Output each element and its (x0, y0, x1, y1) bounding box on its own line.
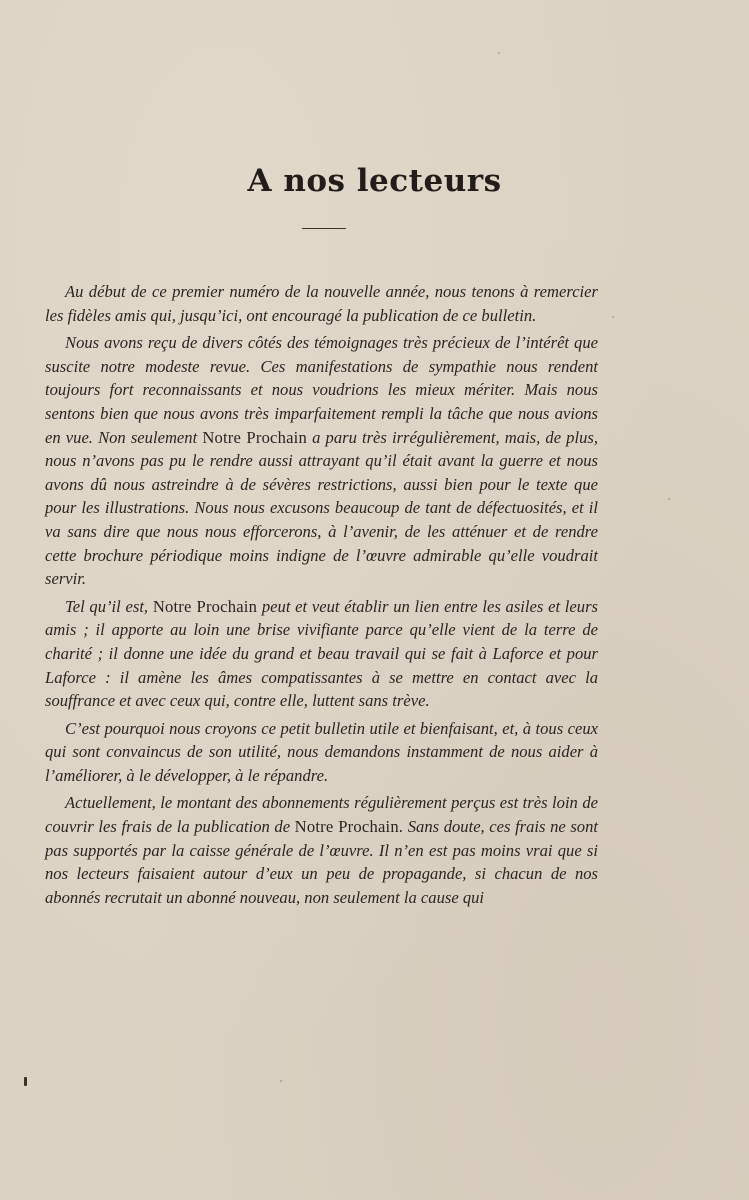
paragraph-3 (45, 595, 598, 713)
title-divider (302, 228, 346, 229)
paper-fleck (612, 316, 614, 318)
paragraph-2 (45, 331, 598, 591)
journal-name: Notre Prochain (152, 596, 258, 616)
journal-name: Notre Prochain. (294, 817, 404, 837)
paper-fleck (280, 1080, 282, 1082)
paragraph-5-text-a: Actuellement, le montant des abonnements régulièrement perçus est très loin de couvrir les frais de la publication de (45, 793, 598, 837)
paragraph-3-text-b: peut et veut établir un lien entre les asiles et leurs amis ; il apporte au loin une brise vivifiante parce qu’elle vient de la terre de charité ; il donne une idée du grand et beau travail qui se fait à Laforce et pour Laforce : il amène les âmes compatissantes à se mettre en contact avec la souffrance et avec ceux qui, contre elle, luttent sans trève. (45, 596, 598, 711)
paper-fleck (668, 498, 670, 500)
paragraph-1-text: Au début de ce premier numéro de la nouvelle année, nous tenons à remercier les fidèles amis qui, jusqu’ici, ont encouragé la publication de ce bulletin. (45, 282, 598, 325)
paragraph-2-text-a: Nous avons reçu de divers côtés des témoignages très précieux de l’intérêt que suscite notre modeste revue. Ces manifestations de sympathie nous rendent toujours fort reconnaissants et nous voudrions les mieux mériter. Mais nous sentons bien que nous avons très imparfaitement rempli la tâche que nous avions en vue. Non seulement (45, 333, 598, 447)
paper-fleck (498, 52, 500, 54)
paragraph-1 (45, 280, 598, 327)
page-title: A nos lecteurs (247, 163, 502, 199)
paragraph-5 (45, 791, 598, 909)
journal-name: Notre Prochain (202, 427, 307, 447)
article-body (45, 280, 598, 913)
ink-speck (24, 1077, 27, 1086)
paragraph-4 (45, 717, 598, 788)
paragraph-2-text-b: a paru très irrégulièrement, mais, de plus, nous n’avons pas pu le rendre aussi attrayant qu’il était avant la guerre et nous avons dû nous astreindre à de sévères restrictions, aussi bien pour le texte que pour les illustrations. Nous nous excusons beaucoup de tant de défectuosités, et il va sans dire que nous nous efforcerons, à l’avenir, de les atténuer et de rendre cette brochure périodique moins indigne de l’œuvre admirable qu’elle voudrait servir. (45, 427, 598, 589)
paragraph-4-text: C’est pourquoi nous croyons ce petit bulletin utile et bienfaisant, et, à tous ceux qui sont convaincus de son utilité, nous demandons instamment de nous aider à l’améliorer, à le développer, à le répandre. (45, 718, 598, 785)
paragraph-5-text-b: Sans doute, ces frais ne sont pas supportés par la caisse générale de l’œuvre. Il n’en est pas moins vrai que si nos lecteurs faisaient autour d’eux un peu de propagande, si chacun de nos abonnés recrutait un abonné nouveau, non seulement la cause qui (45, 817, 599, 907)
paragraph-3-text-a: Tel qu’il est, (65, 596, 153, 616)
